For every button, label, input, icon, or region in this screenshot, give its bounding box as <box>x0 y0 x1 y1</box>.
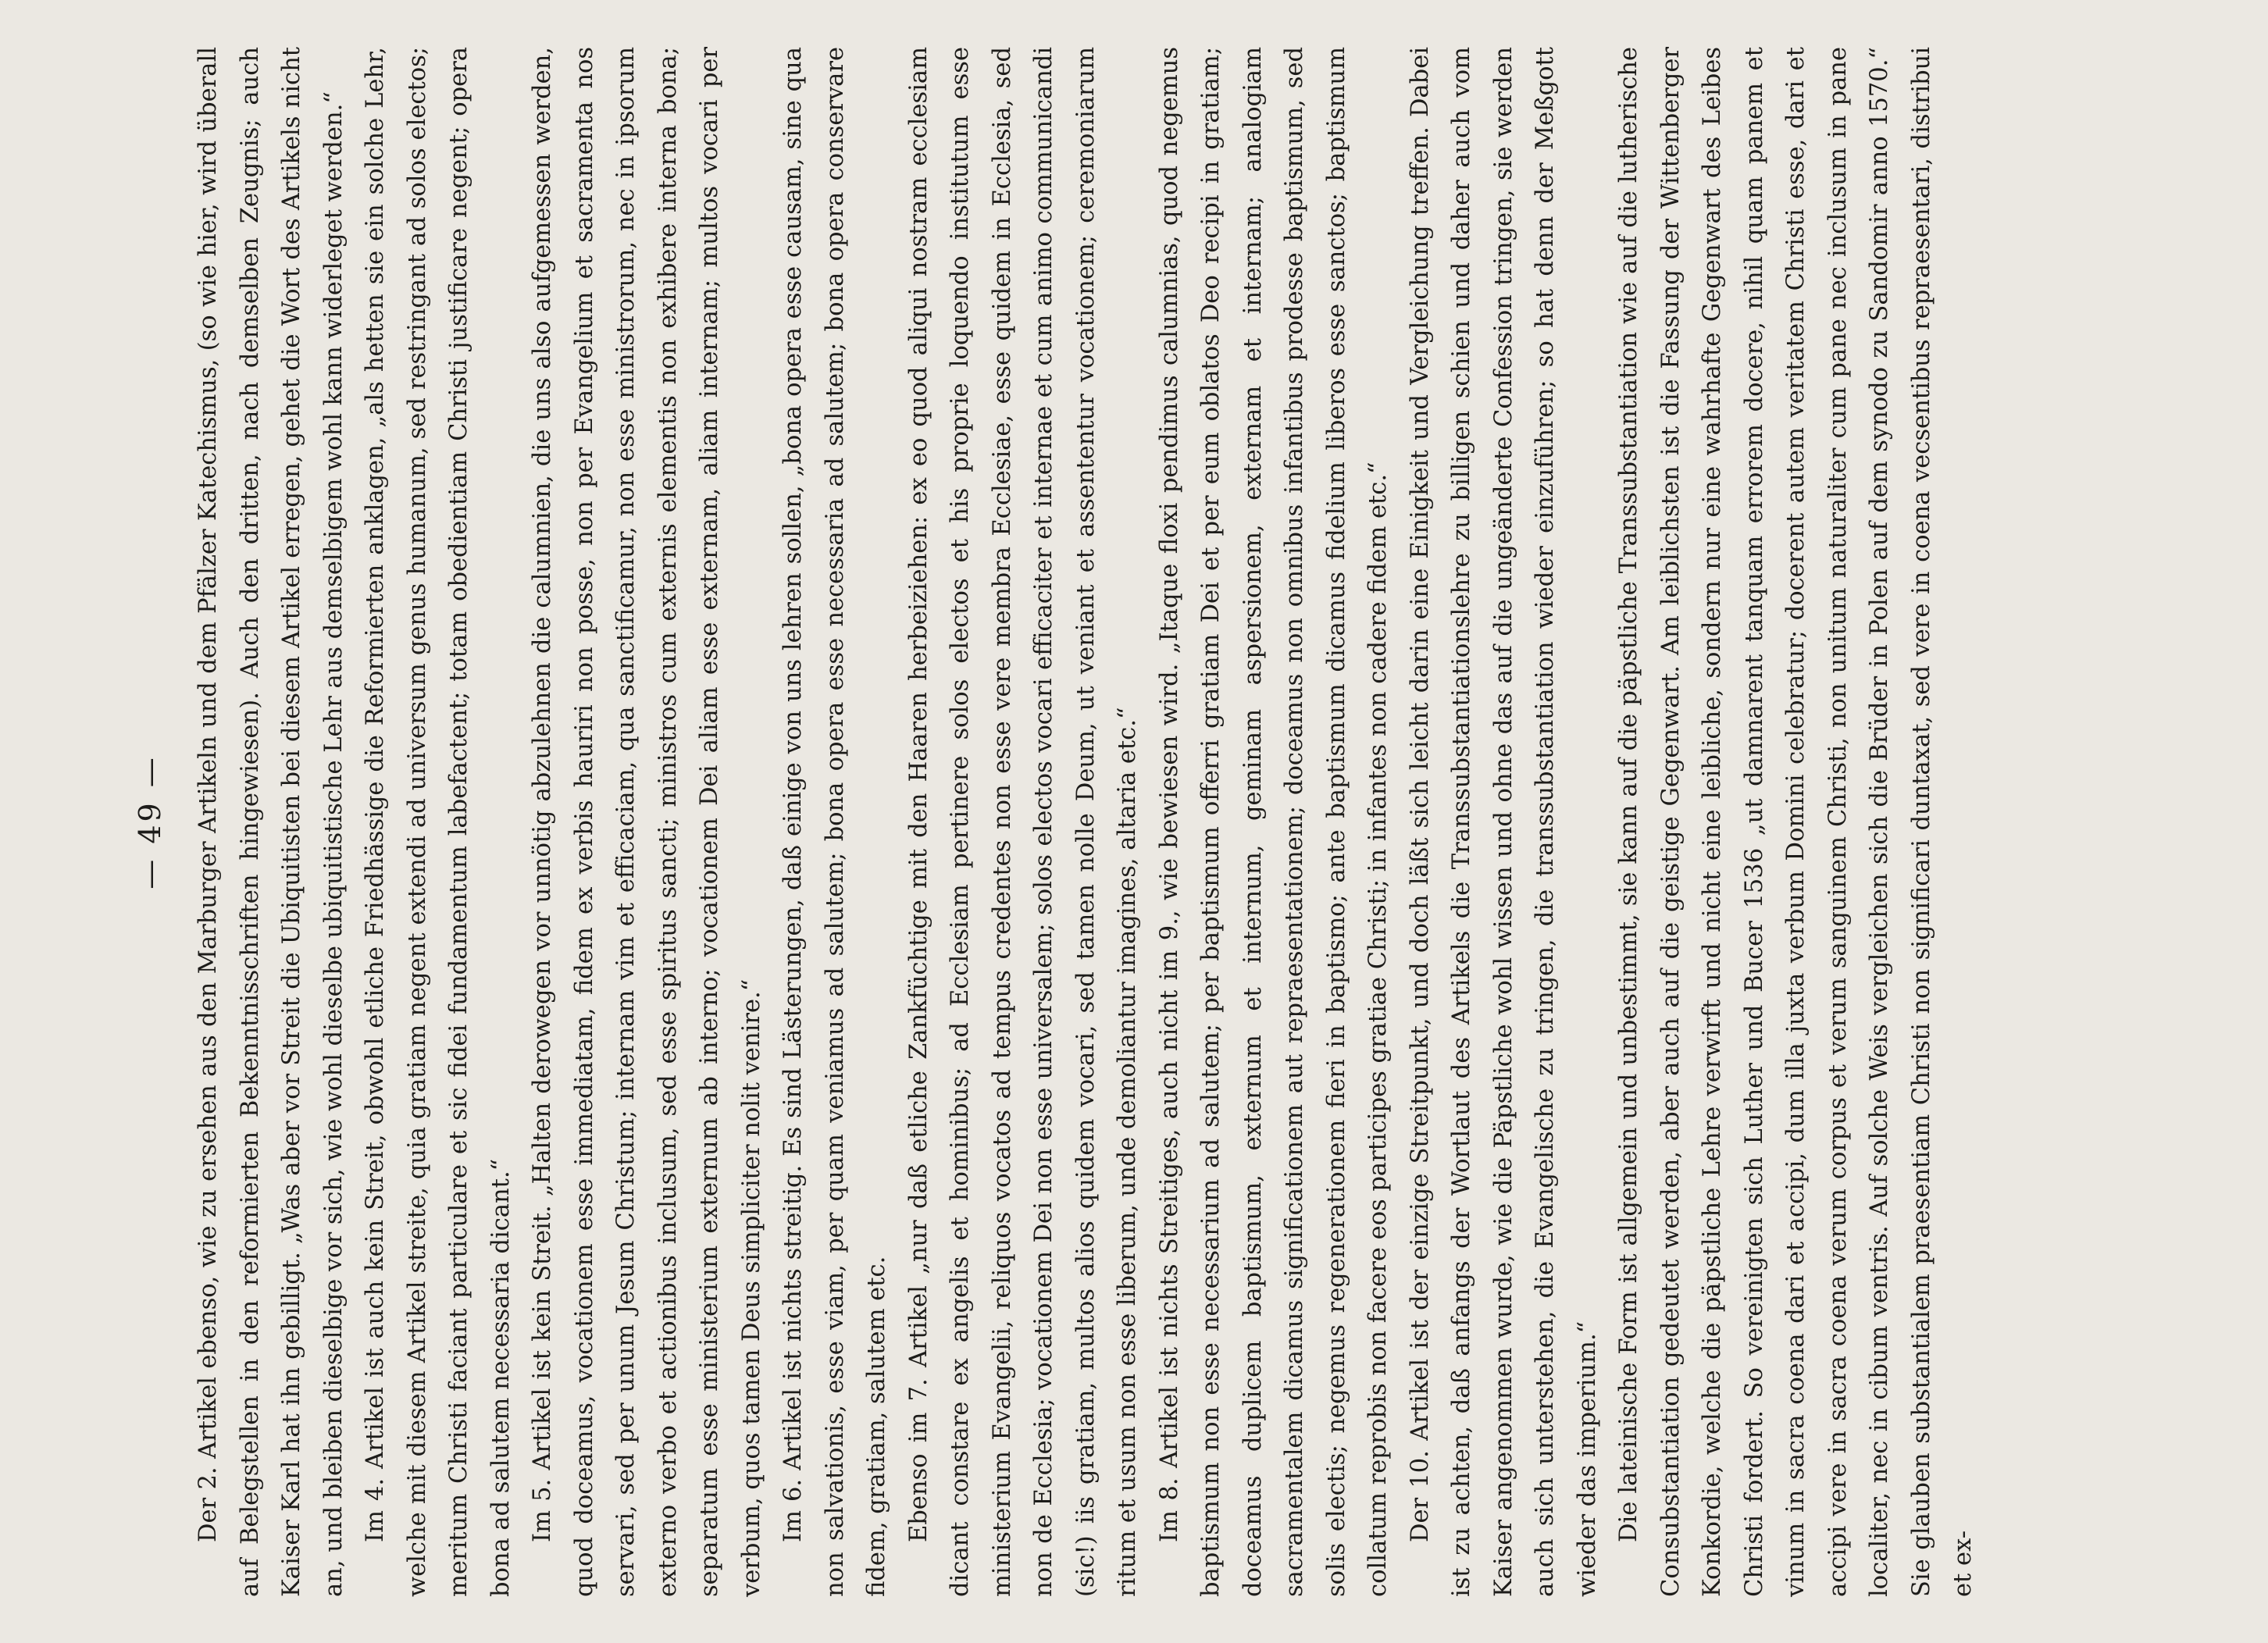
paragraph-article-4: Im 4. Artikel ist auch kein Streit, obwohl etliche Friedhässige die Reformierten anklagen, „als hetten sie ein solche Lehr, welche mit diesem Artikel streite, quia gratiam negent extendi ad universum genus humanum, sed restringant ad solos electos; meritum Christi faciant particulare et sic fidei fundamentum labefactent; totam obedientiam Christi justificare negent; opera bona ad salutem necessaria dicant.“ <box>362 47 515 1597</box>
page-number: — 49 — <box>133 754 167 889</box>
paragraph-article-2: Der 2. Artikel ebenso, wie zu ersehen aus den Marburger Artikeln und dem Pfälzer Katechismus, (so wie hier, wird überall auf Belegstellen in den reformierten Bekenntnisschriften hingewiesen). Auch den dritten, nach demselben Zeugnis; auch Kaiser Karl hat ihn gebilligt. „Was aber vor Streit die Ubiquitisten bei diesem Artikel erregen, gehet die Wort des Artikels nicht an, und bleiben dieselbige vor sich, wie wohl dieselbe ubiquitistische Lehr aus demselbigem wohl kann widerleget werden.“ <box>194 47 348 1597</box>
page-body <box>187 47 1984 1597</box>
paragraph-article-8-9: Im 8. Artikel ist nichts Streitiges, auch nicht im 9., wie bewiesen wird. „Itaque floxi pendimus calumnias, quod negemus baptismum non esse necessarium ad salutem; per baptismum offerri gratiam Dei et per eum oblatos Deo recipi in gratiam; doceamus duplicem baptismum, externum et internum, geminam aspersionem, externam et internam; analogiam sacramentalem dicamus significationem aut repraesentationem; doceamus non omnibus infantibus prodesse baptismum, sed solis electis; negemus regenerationem fieri in baptismo; ante baptismum dicamus fidelium liberos esse sanctos; baptismum collatum reprobis non facere eos participes gratiae Christi; in infantes non cadere fidem etc.“ <box>1155 47 1392 1597</box>
paragraph-article-7: Ebenso im 7. Artikel „nur daß etliche Zankfüchtige mit den Haaren herbeiziehen: ex eo quod aliqui nostram ecclesiam dicant constare ex angelis et hominibus; ad Ecclesiam pertinere solos electos et his proprie loquendo institutum esse ministerium Evangelii, reliquos vocatos ad tempus credentes non esse vere membra Ecclesiae, esse quidem in Ecclesia, sed non de Ecclesia; vocationem Dei non esse universalem; solos electos vocari efficaciter et internae et cum animo communicandi (sic!) iis gratiam, multos alios quidem vocari, sed tamen nolle Deum, ut veniant et assententur vocationem; ceremoniarum ritum et usum non esse liberum, unde demoliantur imagines, altaria etc.“ <box>904 47 1141 1597</box>
rotated-text-block <box>133 47 2070 1597</box>
paragraph-article-6: Im 6. Artikel ist nichts streitig. Es sind Lästerungen, daß einige von uns lehren sollen, „bona opera esse causam, sine qua non salvationis, esse viam, per quam veniamus ad salutem; bona opera esse necessaria ad salutem; bona opera conservare fidem, gratiam, salutem etc. <box>779 47 890 1597</box>
paragraph-article-10: Der 10. Artikel ist der einzige Streitpunkt, und doch läßt sich leicht darin eine Einigkeit und Vergleichung treffen. Dabei ist zu achten, daß anfangs der Wortlaut des Artikels die Transsubstantiationslehre zu billigen schien und daher auch vom Kaiser angenommen wurde, wie die Päpstliche wohl wissen und ohne das auf die ungeänderte Confession tringen, sie werden auch sich unterstehen, die Evangelische zu tringen, die transsubstantiation wieder einzuführen; so hat denn der Meßgott wieder das imperium.“ <box>1406 47 1601 1597</box>
paragraph-latin-form: Die lateinische Form ist allgemein und unbestimmt, sie kann auf die päpstliche Transsubstantiation wie auf die lutherische Consubstantiation gedeutet werden, aber auch auf die geistige Gegenwart. Am leiblichsten ist die Fassung der Wittenberger Konkordie, welche die päpstliche Lehre verwirft und nicht eine leibliche, sondern nur eine wahrhafte Gegenwart des Leibes Christi fordert. So vereinigten sich Luther und Bucer 1536 „ut damnarent tanquam errorem docere, nihil quam panem et vinum in sacra coena dari et accipi, dum illa juxta verbum Domini celebratur; docerent autem veritatem Christi esse, dari et accipi vere in sacra coena verum corpus et verum sanguinem Christi, non unitum naturaliter cum pane nec inclusum in pane localiter, nec in cibum ventris. Auf solche Weis vergleichen sich die Brüder in Polen auf dem synodo zu Sandomir anno 1570.“ Sie glauben substantialem praesentiam Christi non significari duntaxat, sed vere in coena vecsentibus repraesentari, distribui et ex- <box>1615 47 1977 1597</box>
paragraph-article-5: Im 5. Artikel ist kein Streit. „Halten derowegen vor unnötig abzulehnen die calumnien, die uns also aufgemessen werden, quod doceamus, vocationem esse immediatam, fidem ex verbis hauriri non posse, non per Evangelium et sacramenta nos servari, sed per unum Jesum Christum; internam vim et efficaciam, qua sanctificamur, non esse ministrorum, nec in ipsorum externo verbo et actionibus inclusum, sed esse spiritus sancti; ministros cum externis elementis non exhibere interna bona; separatum esse ministerium externum ab interno; vocationem Dei aliam esse externam, aliam internam; multos vocari per verbum, quos tamen Deus simpliciter nolit venire.“ <box>529 47 765 1597</box>
